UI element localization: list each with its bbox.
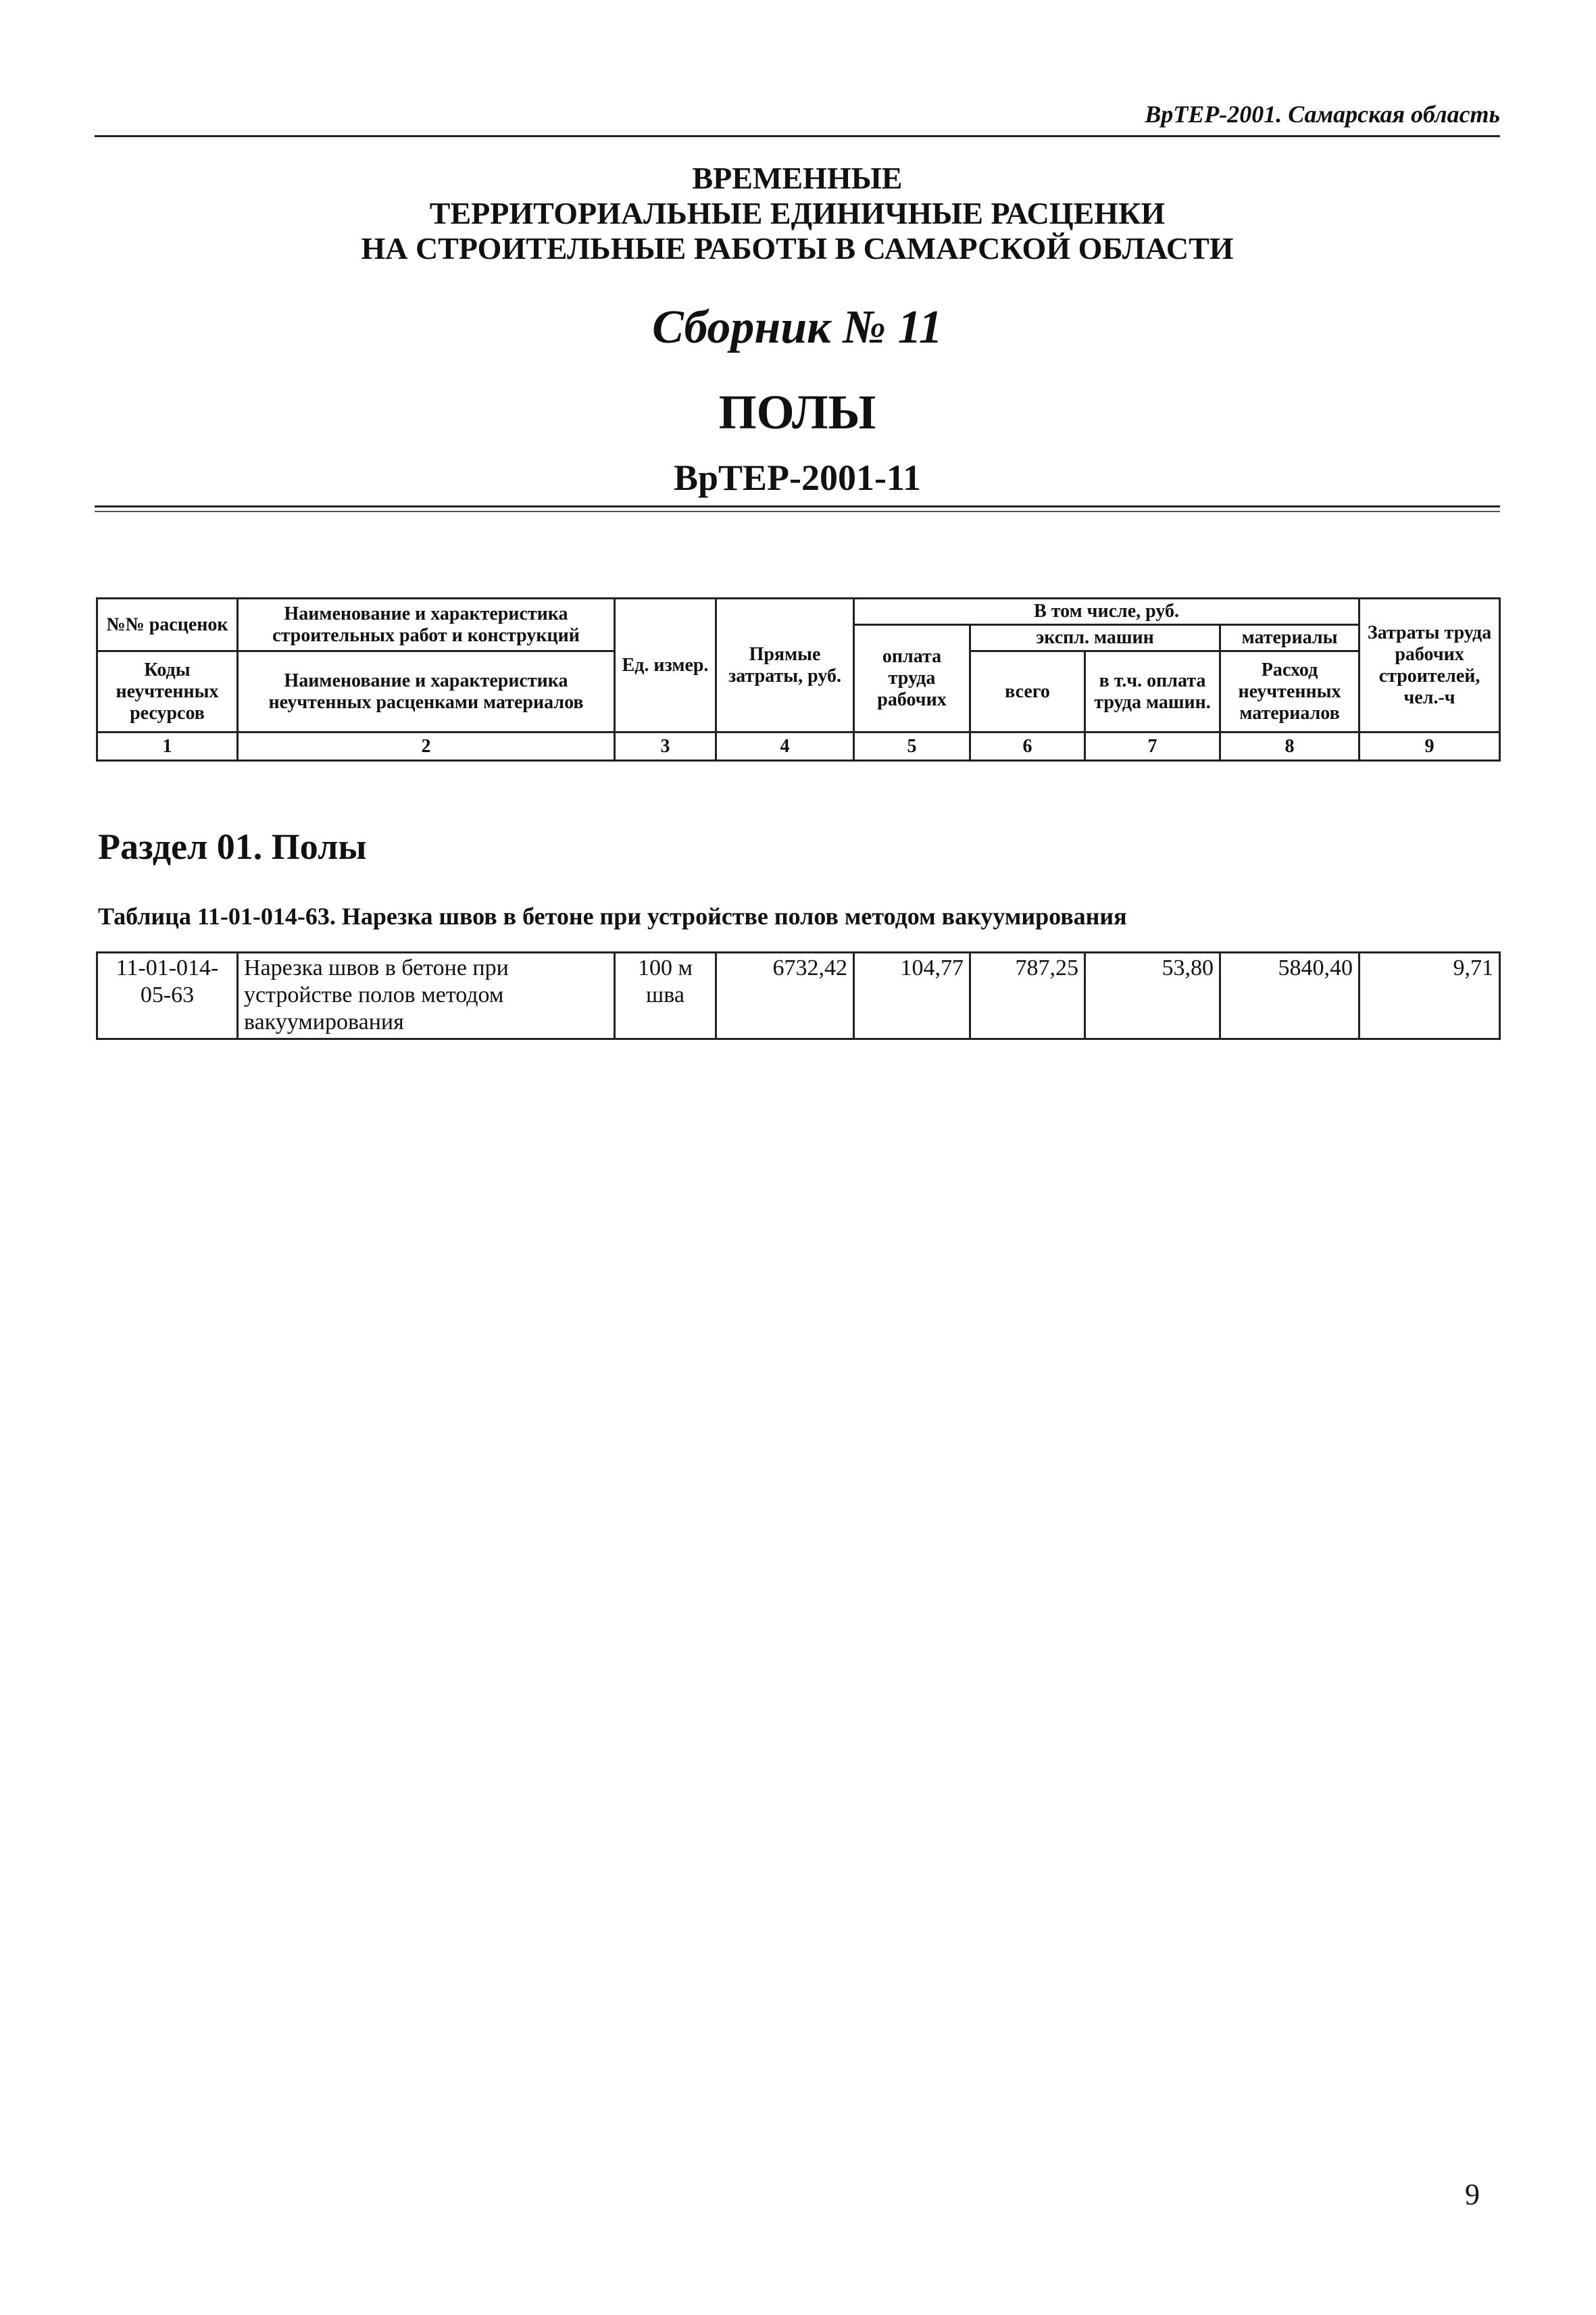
- column-number: 1: [97, 732, 238, 761]
- labor-pay: 104,77: [854, 953, 970, 1039]
- subject-title: ПОЛЫ: [718, 385, 876, 439]
- column-header-table: [96, 597, 1501, 762]
- title-line-2: ТЕРРИТОРИАЛЬНЫЕ ЕДИНИЧНЫЕ РАСЦЕНКИ: [429, 196, 1166, 230]
- unit: 100 м шва: [615, 953, 716, 1039]
- header-labor-pay: оплата труда рабочих: [854, 625, 970, 732]
- title-line-1: ВРЕМЕННЫЕ: [692, 161, 903, 195]
- materials: 5840,40: [1220, 953, 1360, 1039]
- machines-total: 787,25: [970, 953, 1085, 1039]
- document-code: ВрТЕР-2001-11: [673, 457, 922, 498]
- running-head: ВрТЕР-2001. Самарская область: [1145, 101, 1500, 128]
- column-number: 5: [854, 732, 970, 761]
- labor-hours: 9,71: [1360, 953, 1500, 1039]
- header-rate-number: №№ расценок: [97, 599, 238, 651]
- header-material-names: Наименование и характеристика неучтенных расценками материалов: [238, 651, 615, 732]
- header-unit: Ед. измер.: [615, 599, 716, 732]
- title-rule-thin: [95, 511, 1500, 512]
- rates-table: [96, 951, 1501, 1040]
- page-number: 9: [1465, 2178, 1480, 2211]
- column-number: 6: [970, 732, 1085, 761]
- work-name: Нарезка швов в бетоне при устройстве полов методом вакуумирования: [238, 953, 615, 1039]
- direct-costs: 6732,42: [716, 953, 854, 1039]
- section-title: Раздел 01. Полы: [98, 826, 367, 867]
- machines-labor: 53,80: [1085, 953, 1220, 1039]
- header-materials: материалы: [1220, 625, 1360, 651]
- rate-code: 11-01-014-05-63: [97, 953, 238, 1039]
- column-number: 2: [238, 732, 615, 761]
- table-row: [97, 953, 1500, 1039]
- header-work-name: Наименование и характеристика строительных работ и конструкций: [238, 599, 615, 651]
- column-number: 7: [1085, 732, 1220, 761]
- header-rule: [95, 135, 1500, 137]
- header-machines: экспл. машин: [970, 625, 1220, 651]
- column-number: 3: [615, 732, 716, 761]
- header-direct-costs: Прямые затраты, руб.: [716, 599, 854, 732]
- table-caption: Таблица 11-01-014-63. Нарезка швов в бетоне при устройстве полов методом вакуумирования: [98, 903, 1127, 930]
- collection-title: Сборник № 11: [652, 301, 943, 353]
- header-machines-total: всего: [970, 651, 1085, 732]
- header-labor-hours: Затраты труда рабочих строителей, чел.-ч: [1360, 599, 1500, 732]
- header-resource-codes: Коды неучтенных ресурсов: [97, 651, 238, 732]
- header-material-usage: Расход неучтенных материалов: [1220, 651, 1360, 732]
- column-number: 8: [1220, 732, 1360, 761]
- header-machines-labor: в т.ч. оплата труда машин.: [1085, 651, 1220, 732]
- column-number: 9: [1360, 732, 1500, 761]
- column-number: 4: [716, 732, 854, 761]
- header-including: В том числе, руб.: [854, 599, 1360, 625]
- title-rule: [95, 505, 1500, 507]
- title-line-3: НА СТРОИТЕЛЬНЫЕ РАБОТЫ В САМАРСКОЙ ОБЛАСТИ: [361, 231, 1234, 266]
